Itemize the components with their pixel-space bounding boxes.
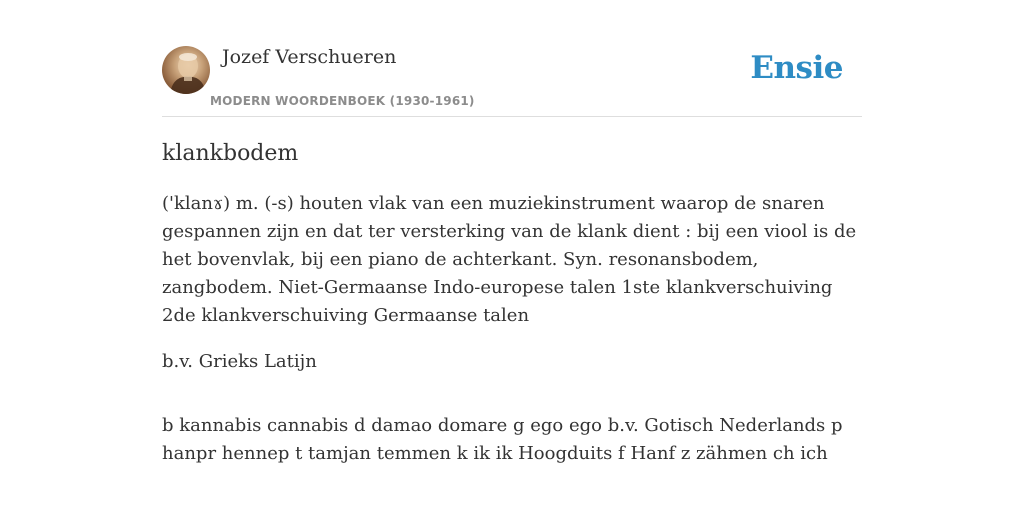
entry-definition: ('klanɤ) m. (-s) houten vlak van een muziekinstrument waarop de snaren gespannen zijn en dat ter versterking van de klank dient : bij een viool is de het bovenvlak, bij een piano de achterkant. Syn. resonansbodem, zangbodem. Niet-Germaanse Indo-europese talen 1ste klankverschuiving 2de klankverschuiving Germaanse talen	[162, 193, 857, 326]
examples-heading: b.v. Grieks Latijn	[162, 351, 317, 372]
site-logo[interactable]: Ensie	[750, 50, 843, 86]
spacer	[162, 394, 862, 412]
examples-text: b kannabis cannabis d damao domare g ego ego b.v. Gotisch Nederlands p hanpr hennep t tamjan temmen k ik ik Hoogduits f Hanf z zähmen ch ich	[162, 415, 843, 464]
author-name[interactable]: Jozef Verschueren	[222, 46, 397, 68]
portrait-icon	[162, 46, 210, 94]
author-avatar[interactable]	[162, 46, 210, 94]
header	[162, 44, 862, 117]
entry-term: klankbodem	[162, 141, 299, 166]
entry-content	[162, 138, 862, 486]
source-label[interactable]: MODERN WOORDENBOEK (1930-1961)	[210, 94, 475, 108]
